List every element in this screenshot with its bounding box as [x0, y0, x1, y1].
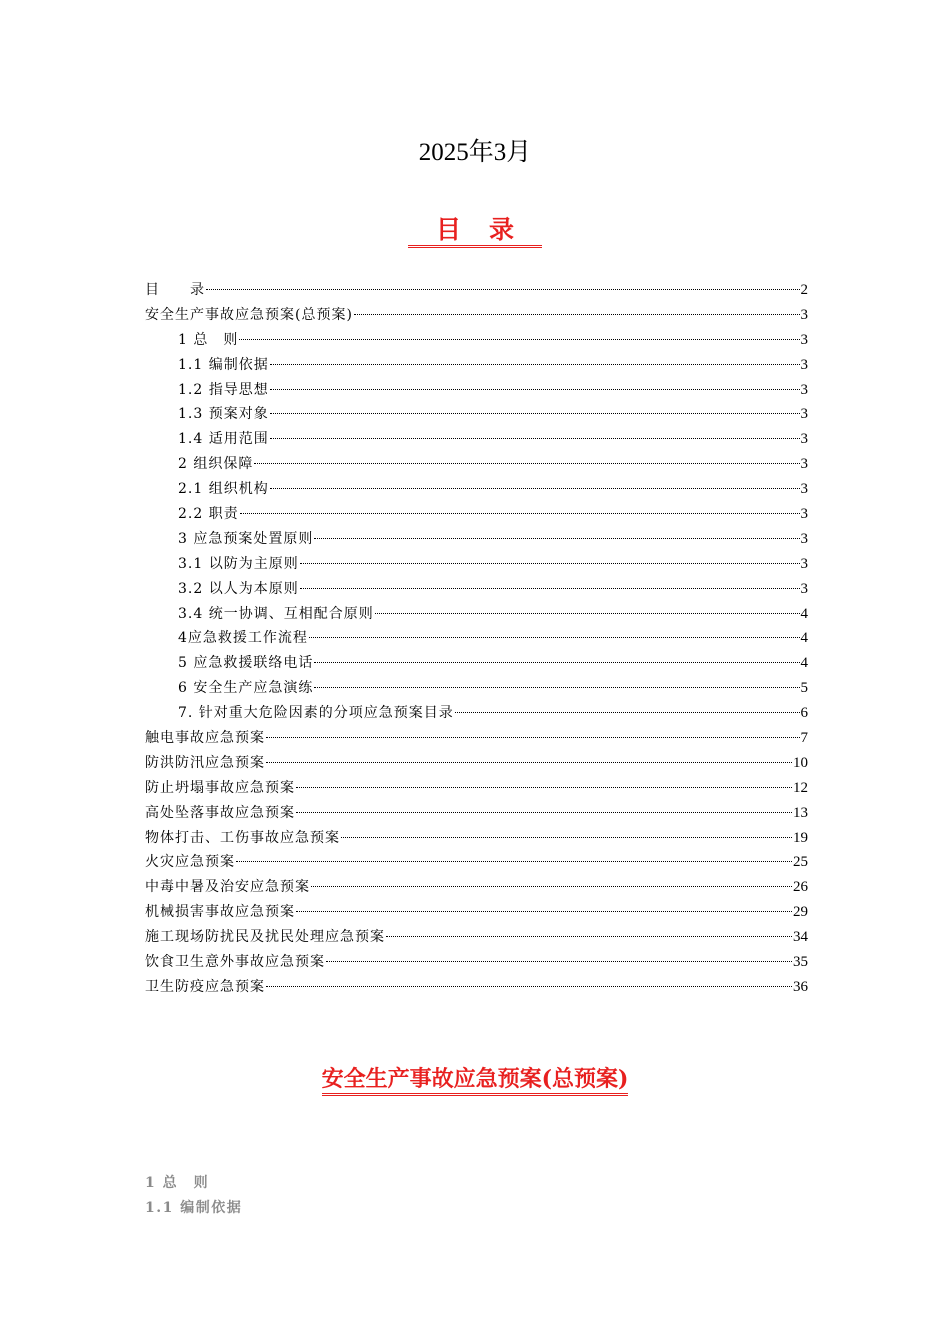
- toc-entry[interactable]: [145, 602, 808, 627]
- toc-dot-leader: [326, 961, 792, 962]
- toc-entry-page: 2: [800, 282, 808, 298]
- toc-entry-page: 4: [800, 630, 808, 647]
- toc-entry-page: 12: [793, 779, 808, 796]
- toc-dot-leader: [341, 837, 792, 838]
- toc-entry-title: 卫生防疫应急预案: [145, 978, 265, 995]
- toc-dot-leader: [375, 613, 800, 614]
- toc-entry[interactable]: [145, 726, 808, 751]
- toc-dot-leader: [386, 936, 792, 937]
- toc-entry-page: 3: [800, 580, 808, 597]
- toc-entry-title: 安全生产事故应急预案(总预案): [145, 306, 353, 323]
- section-heading-basis: 1.1 编制依据: [145, 1200, 243, 1216]
- toc-entry[interactable]: [145, 427, 808, 452]
- toc-entry-title: 防止坍塌事故应急预案: [145, 779, 295, 796]
- toc-entry[interactable]: [145, 801, 808, 826]
- toc-entry-page: 3: [800, 431, 808, 448]
- toc-entry-title: 饮食卫生意外事故应急预案: [145, 954, 325, 971]
- toc-entry[interactable]: [145, 850, 808, 875]
- toc-entry[interactable]: [145, 502, 808, 527]
- toc-entry[interactable]: [145, 452, 808, 477]
- toc-dot-leader: [300, 588, 800, 589]
- toc-entry-title: 1.1 编制依据: [178, 356, 269, 373]
- toc-dot-leader: [266, 737, 800, 738]
- table-of-contents: [145, 278, 808, 1000]
- toc-entry[interactable]: [145, 328, 808, 353]
- toc-dot-leader: [270, 413, 800, 414]
- toc-entry-title: 5 应急救援联络电话: [178, 655, 314, 672]
- toc-entry-page: 7: [800, 730, 808, 747]
- toc-entry-page: 3: [800, 306, 808, 323]
- toc-entry-title: 触电事故应急预案: [145, 730, 265, 747]
- toc-dot-leader: [314, 662, 799, 663]
- toc-dot-leader: [300, 563, 800, 564]
- toc-entry-page: 4: [800, 605, 808, 622]
- toc-entry[interactable]: [145, 676, 808, 701]
- toc-entry[interactable]: [145, 303, 808, 328]
- toc-entry-title: 3 应急预案处置原则: [178, 530, 314, 547]
- toc-dot-leader: [270, 488, 800, 489]
- toc-entry-title: 物体打击、工伤事故应急预案: [145, 829, 340, 846]
- toc-entry-title: 火灾应急预案: [145, 854, 235, 871]
- toc-entry-title: 3.1 以防为主原则: [178, 555, 299, 572]
- toc-entry[interactable]: [145, 900, 808, 925]
- toc-entry-page: 34: [793, 929, 808, 946]
- toc-dot-leader: [296, 812, 792, 813]
- toc-entry[interactable]: [145, 626, 808, 651]
- toc-entry[interactable]: [145, 552, 808, 577]
- toc-entry-page: 3: [800, 356, 808, 373]
- section-title: [0, 1062, 950, 1093]
- toc-entry[interactable]: [145, 975, 808, 1000]
- toc-dot-leader: [314, 538, 799, 539]
- toc-entry[interactable]: [145, 402, 808, 427]
- toc-entry[interactable]: [145, 378, 808, 403]
- toc-entry-title: 3.2 以人为本原则: [178, 580, 299, 597]
- toc-entry[interactable]: [145, 353, 808, 378]
- section-title-text: 安全生产事故应急预案(总预案): [322, 1066, 629, 1096]
- toc-entry-page: 3: [800, 456, 808, 473]
- toc-entry-title: 防洪防汛应急预案: [145, 754, 265, 771]
- toc-dot-leader: [296, 911, 792, 912]
- toc-entry[interactable]: [145, 826, 808, 851]
- toc-entry-title: 4应急救援工作流程: [178, 630, 308, 647]
- toc-entry-page: 10: [793, 754, 808, 771]
- toc-entry-page: 3: [800, 481, 808, 498]
- toc-entry-page: 26: [793, 879, 808, 896]
- toc-dot-leader: [311, 886, 792, 887]
- toc-entry[interactable]: [145, 701, 808, 726]
- toc-entry-page: 35: [793, 954, 808, 971]
- toc-entry-title: 1.3 预案对象: [178, 406, 269, 423]
- toc-entry-title: 高处坠落事故应急预案: [145, 804, 295, 821]
- toc-dot-leader: [270, 438, 800, 439]
- toc-dot-leader: [296, 787, 792, 788]
- toc-dot-leader: [309, 637, 800, 638]
- toc-dot-leader: [239, 339, 799, 340]
- toc-heading-text: 目录: [408, 215, 542, 248]
- toc-entry-title: 2.2 职责: [178, 506, 239, 523]
- toc-entry-page: 19: [793, 829, 808, 846]
- toc-entry-page: 3: [800, 331, 808, 348]
- toc-heading: [0, 210, 950, 246]
- toc-entry-title: 1.2 指导思想: [178, 381, 269, 398]
- toc-dot-leader: [240, 513, 800, 514]
- toc-entry[interactable]: [145, 577, 808, 602]
- toc-entry-title: 目 录: [145, 282, 205, 298]
- toc-entry-page: 3: [800, 530, 808, 547]
- toc-dot-leader: [254, 463, 799, 464]
- toc-entry[interactable]: [145, 875, 808, 900]
- toc-dot-leader: [266, 762, 792, 763]
- toc-entry-page: 6: [800, 705, 808, 722]
- toc-entry[interactable]: [145, 527, 808, 552]
- toc-entry-title: 6 安全生产应急演练: [178, 680, 314, 697]
- toc-entry-title: 机械损害事故应急预案: [145, 904, 295, 921]
- document-date: 2025年3月: [418, 139, 532, 166]
- toc-dot-leader: [354, 314, 800, 315]
- toc-dot-leader: [236, 861, 792, 862]
- toc-entry[interactable]: [145, 651, 808, 676]
- toc-entry-page: 3: [800, 406, 808, 423]
- toc-entry-page: 3: [800, 506, 808, 523]
- toc-entry[interactable]: [145, 776, 808, 801]
- toc-entry-page: 29: [793, 904, 808, 921]
- toc-entry-title: 中毒中暑及治安应急预案: [145, 879, 310, 896]
- toc-dot-leader: [270, 389, 800, 390]
- toc-entry-page: 25: [793, 854, 808, 871]
- section-heading-general: 1 总 则: [145, 1175, 210, 1191]
- toc-entry-title: 1.4 适用范围: [178, 431, 269, 448]
- toc-entry-title: 2 组织保障: [178, 456, 254, 473]
- toc-dot-leader: [206, 289, 800, 290]
- toc-dot-leader: [455, 712, 800, 713]
- toc-entry-title: 7. 针对重大危险因素的分项应急预案目录: [178, 705, 454, 722]
- toc-dot-leader: [270, 364, 800, 365]
- toc-entry-page: 4: [800, 655, 808, 672]
- toc-entry-title: 1 总 则: [178, 331, 239, 348]
- toc-entry[interactable]: [145, 751, 808, 776]
- toc-entry-page: 3: [800, 555, 808, 572]
- toc-dot-leader: [314, 687, 799, 688]
- toc-dot-leader: [266, 986, 792, 987]
- toc-entry-page: 13: [793, 804, 808, 821]
- toc-entry[interactable]: [145, 278, 808, 303]
- toc-entry-title: 2.1 组织机构: [178, 481, 269, 498]
- toc-entry-page: 36: [793, 978, 808, 995]
- toc-entry[interactable]: [145, 950, 808, 975]
- toc-entry[interactable]: [145, 925, 808, 950]
- toc-entry-title: 3.4 统一协调、互相配合原则: [178, 605, 374, 622]
- toc-entry[interactable]: [145, 477, 808, 502]
- toc-entry-page: 5: [800, 680, 808, 697]
- toc-entry-page: 3: [800, 381, 808, 398]
- toc-entry-title: 施工现场防扰民及扰民处理应急预案: [145, 929, 385, 946]
